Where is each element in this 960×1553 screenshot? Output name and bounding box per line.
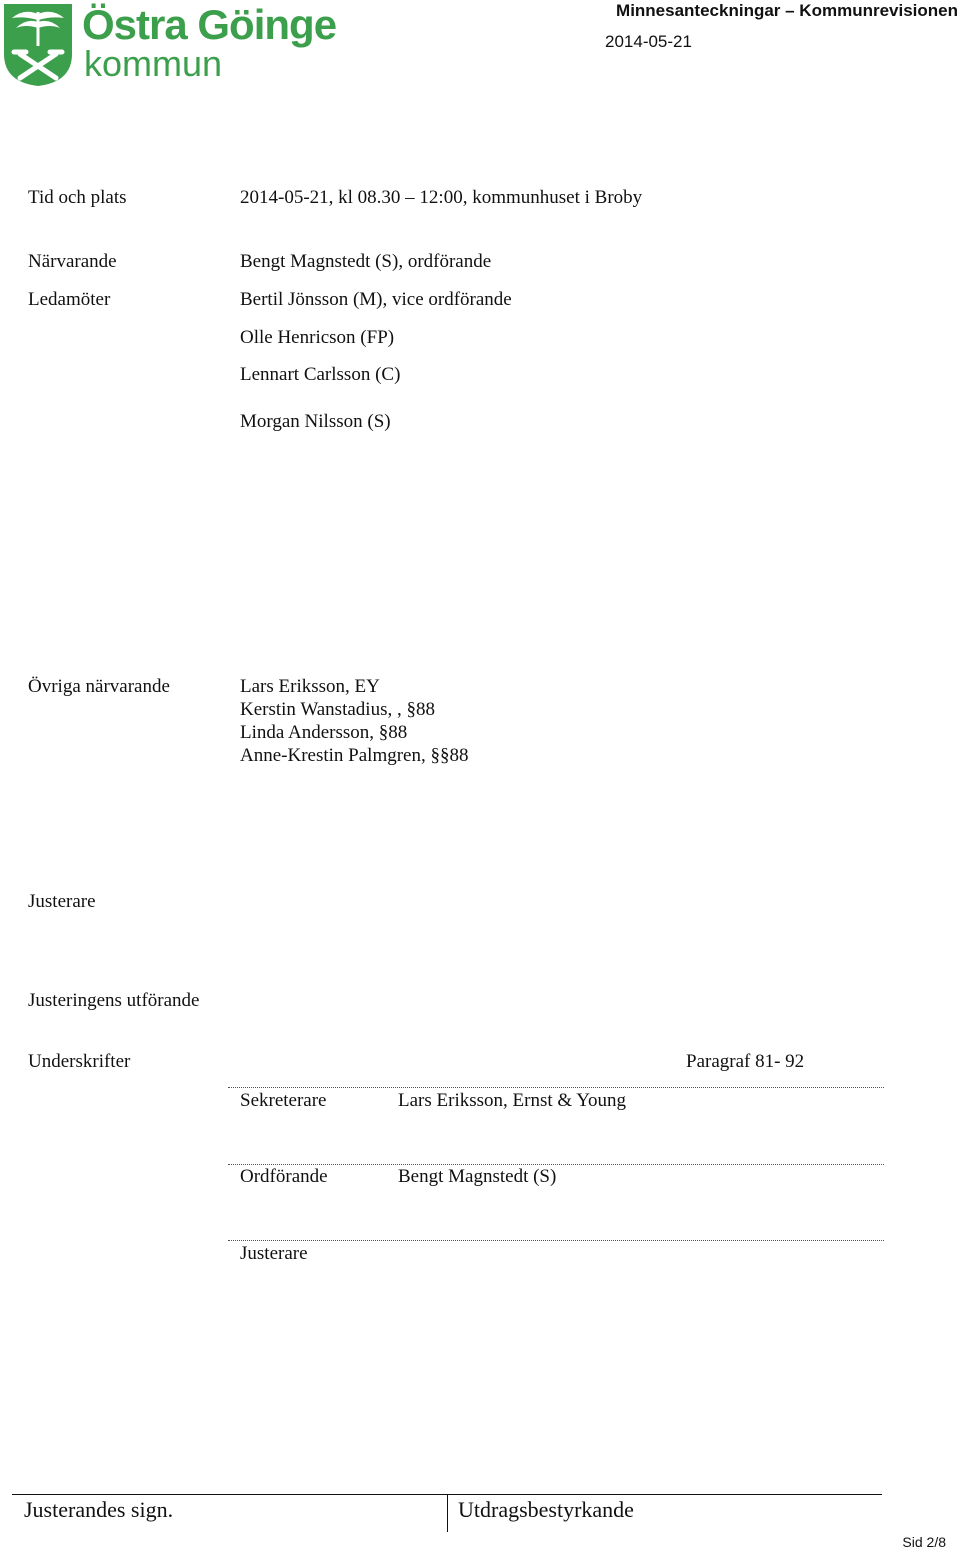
signature-role: Ordförande <box>240 1166 328 1187</box>
member-item: Bengt Magnstedt (S), ordförande <box>240 251 492 272</box>
footer-extract-certifier: Utdragsbestyrkande <box>458 1497 634 1522</box>
adjustment-execution-label: Justeringens utförande <box>28 990 200 1011</box>
signatures-label: Underskrifter <box>28 1051 131 1072</box>
other-person: Kerstin Wanstadius, , §88 <box>240 699 435 720</box>
signature-name: Lars Eriksson, Ernst & Young <box>398 1090 627 1111</box>
document-date: 2014-05-21 <box>605 32 692 51</box>
signature-line <box>228 1164 884 1165</box>
member-item: Olle Henricson (FP) <box>240 327 395 348</box>
others-label: Övriga närvarande <box>28 676 170 697</box>
logo-wordmark: Östra Göinge <box>82 1 337 48</box>
adjuster-label: Justerare <box>28 891 96 912</box>
document-title: Minnesanteckningar – Kommunrevisionen <box>616 1 958 20</box>
members-label: Ledamöter <box>28 289 111 310</box>
member-item: Lennart Carlsson (C) <box>240 364 401 385</box>
paragraph-range: Paragraf 81- 92 <box>686 1051 805 1072</box>
footer-adjuster-sign: Justerandes sign. <box>24 1497 174 1522</box>
signature-role: Sekreterare <box>240 1090 327 1111</box>
time-place-value: 2014-05-21, kl 08.30 – 12:00, kommunhuset i Broby <box>240 187 643 208</box>
member-item: Morgan Nilsson (S) <box>240 411 391 432</box>
signature-name: Bengt Magnstedt (S) <box>398 1166 557 1187</box>
coat-of-arms-icon <box>2 2 74 88</box>
footer-separator <box>447 1494 448 1532</box>
kommun-logo <box>0 0 337 90</box>
other-person: Anne-Krestin Palmgren, §§88 <box>240 745 469 766</box>
signature-role: Justerare <box>240 1243 308 1264</box>
present-label: Närvarande <box>28 251 117 272</box>
time-place-label: Tid och plats <box>28 187 127 208</box>
logo-subwordmark: kommun <box>84 43 223 84</box>
member-item: Bertil Jönsson (M), vice ordförande <box>240 289 512 310</box>
page-number: Sid 2/8 <box>902 1534 946 1550</box>
other-person: Linda Andersson, §88 <box>240 722 408 743</box>
signature-line <box>228 1087 884 1088</box>
signature-line <box>228 1240 884 1241</box>
other-person: Lars Eriksson, EY <box>240 676 380 697</box>
